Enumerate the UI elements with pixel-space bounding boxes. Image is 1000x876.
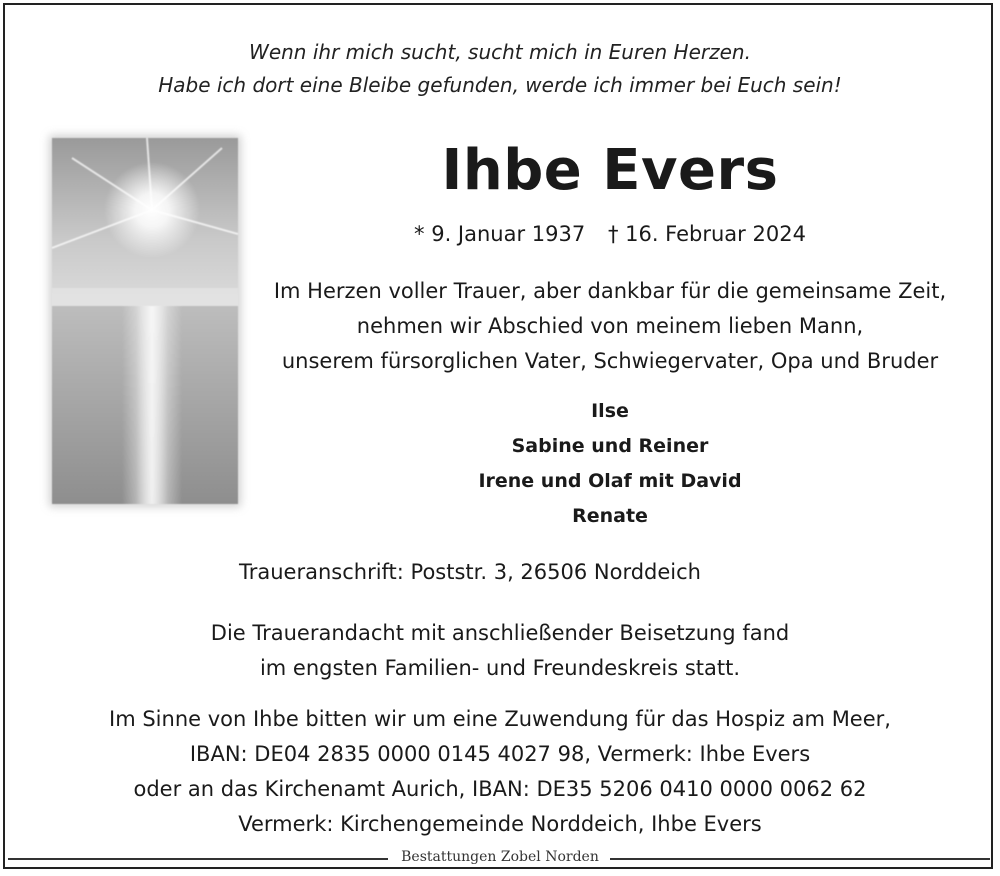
sunset-over-sea-image [52,138,238,504]
donation-request [0,702,1000,842]
quote-line: Habe ich dort eine Bleibe gefunden, werde ich immer bei Euch sein! [158,73,842,97]
mourning-address: Traueranschrift: Poststr. 3, 26506 Norddeich [238,560,701,584]
donation-line: Im Sinne von Ihbe bitten wir um eine Zuwendung für das Hospiz am Meer, [109,707,891,731]
donation-line: IBAN: DE04 2835 0000 0145 4027 98, Vermerk: Ihbe Evers [189,742,811,766]
service-note [0,616,1000,686]
birth-date: * 9. Januar 1937 [414,222,586,246]
mourning-line: Im Herzen voller Trauer, aber dankbar für die gemeinsame Zeit, [273,279,947,303]
footer [0,849,1000,869]
death-date: † 16. Februar 2024 [607,222,806,246]
family-member: Renate [572,505,648,527]
donation-line: oder an das Kirchenamt Aurich, IBAN: DE35 5206 0410 0000 0062 62 [133,777,867,801]
family-member: Sabine und Reiner [511,435,709,457]
mourning-line: nehmen wir Abschied von meinem lieben Mann, [356,314,864,338]
service-line: im engsten Familien- und Freundeskreis statt. [259,656,741,680]
deceased-name: Ihbe Evers [441,138,779,203]
memorial-quote [0,36,1000,102]
life-dates [350,222,870,246]
quote-line: Wenn ihr mich sucht, sucht mich in Euren Herzen. [249,40,751,64]
family-member: Ilse [591,400,629,422]
family-list [350,394,870,534]
donation-line: Vermerk: Kirchengemeinde Norddeich, Ihbe Evers [238,812,762,836]
mourning-line: unserem fürsorglichen Vater, Schwiegervater, Opa und Bruder [281,349,939,373]
service-line: Die Trauerandacht mit anschließender Beisetzung fand [210,621,790,645]
mourning-text [230,274,990,379]
funeral-home-name: Bestattungen Zobel Norden [393,849,607,865]
family-member: Irene und Olaf mit David [478,470,742,492]
